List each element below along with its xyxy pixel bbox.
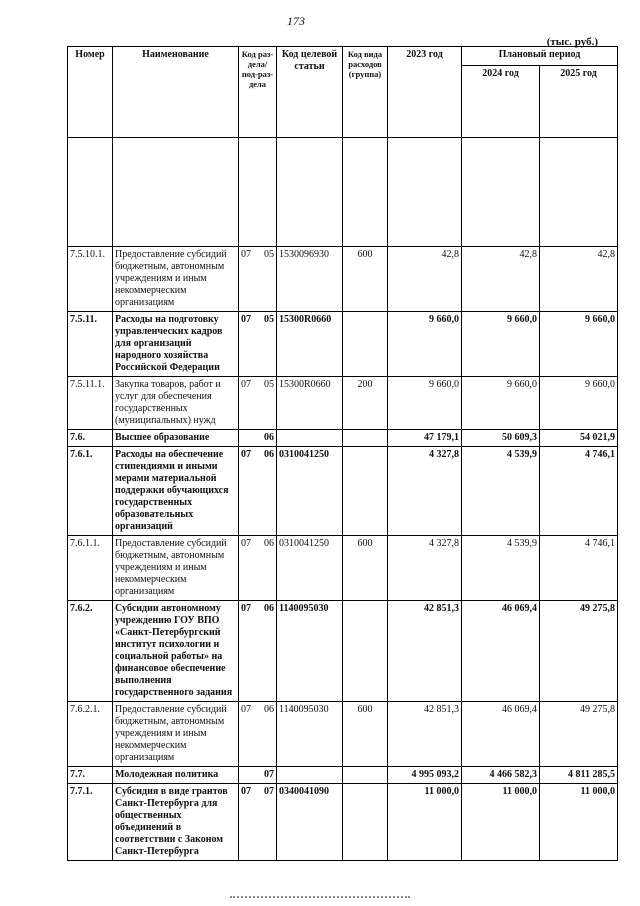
row-section-code xyxy=(239,430,277,447)
row-number: 7.7. xyxy=(68,767,113,784)
row-subsection: 06 xyxy=(264,538,274,549)
row-target-code: 0310041250 xyxy=(277,447,343,536)
row-amount-2025: 54 021,9 xyxy=(540,430,618,447)
row-section-code xyxy=(239,767,277,784)
row-amount-2024: 9 660,0 xyxy=(462,312,540,377)
row-number: 7.6.1.1. xyxy=(68,536,113,601)
row-section-code xyxy=(239,247,277,312)
row-amount-2025: 4 746,1 xyxy=(540,447,618,536)
row-section: 07 xyxy=(241,449,251,460)
row-expense-code: 200 xyxy=(343,377,388,430)
row-section-code xyxy=(239,536,277,601)
row-amount-2025: 9 660,0 xyxy=(540,312,618,377)
row-section: 07 xyxy=(241,379,251,390)
row-target-code: 0310041250 xyxy=(277,536,343,601)
row-target-code xyxy=(277,767,343,784)
row-section-code xyxy=(239,447,277,536)
row-section-code xyxy=(239,702,277,767)
row-number: 7.7.1. xyxy=(68,784,113,861)
table-body xyxy=(68,138,618,861)
header-year-2023: 2023 год xyxy=(388,47,462,138)
header-name: Наименование xyxy=(113,47,239,138)
row-target-code: 1140095030 xyxy=(277,601,343,702)
row-amount-2023: 42 851,3 xyxy=(388,601,462,702)
row-amount-2025: 9 660,0 xyxy=(540,377,618,430)
row-amount-2023: 47 179,1 xyxy=(388,430,462,447)
row-target-code: 1530096930 xyxy=(277,247,343,312)
row-section: 07 xyxy=(241,538,251,549)
row-subsection: 06 xyxy=(264,449,274,460)
table-row xyxy=(68,702,618,767)
header-gap-row xyxy=(68,138,618,247)
table-row xyxy=(68,377,618,430)
row-subsection: 07 xyxy=(264,769,274,780)
row-amount-2023: 9 660,0 xyxy=(388,312,462,377)
row-amount-2024: 46 069,4 xyxy=(462,702,540,767)
row-expense-code xyxy=(343,447,388,536)
table-row xyxy=(68,447,618,536)
row-number: 7.6.1. xyxy=(68,447,113,536)
table-row xyxy=(68,536,618,601)
row-amount-2024: 42,8 xyxy=(462,247,540,312)
row-amount-2024: 4 539,9 xyxy=(462,536,540,601)
row-expense-code: 600 xyxy=(343,247,388,312)
row-section: 07 xyxy=(241,314,251,325)
table-row xyxy=(68,430,618,447)
row-name: Расходы на подготовку управленческих кадров для организаций народного хозяйства Российской Федерации xyxy=(113,312,239,377)
row-number: 7.6. xyxy=(68,430,113,447)
row-name: Предоставление субсидий бюджетным, автономным учреждениям и иным некоммерческим организациям xyxy=(113,247,239,312)
row-expense-code: 600 xyxy=(343,536,388,601)
header-year-2024: 2024 год xyxy=(462,66,540,138)
header-number: Номер xyxy=(68,47,113,138)
row-name: Предоставление субсидий бюджетным, автономным учреждениям и иным некоммерческим организациям xyxy=(113,536,239,601)
table-row xyxy=(68,767,618,784)
row-name: Субсидия в виде грантов Санкт-Петербурга для общественных объединений в соответствии с Законом Санкт-Петербурга xyxy=(113,784,239,861)
row-amount-2024: 11 000,0 xyxy=(462,784,540,861)
table-row xyxy=(68,601,618,702)
table-row xyxy=(68,312,618,377)
page-number: 173 xyxy=(287,14,305,28)
row-amount-2025: 49 275,8 xyxy=(540,702,618,767)
row-name: Расходы на обеспечение стипендиями и иными мерами материальной поддержки обучающихся государственных образовательных организаций xyxy=(113,447,239,536)
row-section: 07 xyxy=(241,704,251,715)
row-amount-2024: 50 609,3 xyxy=(462,430,540,447)
table-row xyxy=(68,784,618,861)
row-amount-2023: 42,8 xyxy=(388,247,462,312)
row-subsection: 05 xyxy=(264,314,274,325)
row-amount-2023: 11 000,0 xyxy=(388,784,462,861)
row-subsection: 07 xyxy=(264,786,274,797)
row-section: 07 xyxy=(241,603,251,614)
row-expense-code: 600 xyxy=(343,702,388,767)
header-expense-code: Код вида расходов (группа) xyxy=(343,47,388,138)
row-target-code: 15300R0660 xyxy=(277,377,343,430)
row-amount-2024: 46 069,4 xyxy=(462,601,540,702)
row-amount-2023: 9 660,0 xyxy=(388,377,462,430)
row-target-code: 1140095030 xyxy=(277,702,343,767)
row-expense-code xyxy=(343,312,388,377)
row-subsection: 06 xyxy=(264,603,274,614)
row-target-code xyxy=(277,430,343,447)
row-number: 7.6.2. xyxy=(68,601,113,702)
row-name: Субсидии автономному учреждению ГОУ ВПО «Санкт-Петербургский институт психологии и социальной работы» на финансовое обеспечение выполнения государственного задания xyxy=(113,601,239,702)
table-header xyxy=(68,47,618,138)
row-section-code xyxy=(239,784,277,861)
table-row xyxy=(68,247,618,312)
units-note: (тыс. руб.) xyxy=(546,36,598,48)
row-expense-code xyxy=(343,430,388,447)
row-amount-2025: 42,8 xyxy=(540,247,618,312)
row-section-code xyxy=(239,312,277,377)
header-section-code: Код раз-дела/ под-раз-дела xyxy=(239,47,277,138)
row-expense-code xyxy=(343,601,388,702)
row-amount-2025: 49 275,8 xyxy=(540,601,618,702)
header-target-code: Код целевой статьи xyxy=(277,47,343,138)
row-amount-2024: 4 539,9 xyxy=(462,447,540,536)
row-number: 7.5.10.1. xyxy=(68,247,113,312)
header-year-2025: 2025 год xyxy=(540,66,618,138)
row-amount-2025: 11 000,0 xyxy=(540,784,618,861)
row-amount-2024: 4 466 582,3 xyxy=(462,767,540,784)
row-name: Высшее образование xyxy=(113,430,239,447)
row-amount-2023: 4 327,8 xyxy=(388,447,462,536)
row-target-code: 0340041090 xyxy=(277,784,343,861)
row-section-code xyxy=(239,377,277,430)
row-subsection: 05 xyxy=(264,249,274,260)
row-amount-2025: 4 746,1 xyxy=(540,536,618,601)
row-target-code: 15300R0660 xyxy=(277,312,343,377)
header-planned-period: Плановый период xyxy=(462,47,618,66)
row-name: Закупка товаров, работ и услуг для обеспечения государственных (муниципальных) нужд xyxy=(113,377,239,430)
row-number: 7.5.11.1. xyxy=(68,377,113,430)
budget-table xyxy=(67,46,618,861)
row-section: 07 xyxy=(241,786,251,797)
row-expense-code xyxy=(343,767,388,784)
row-amount-2025: 4 811 285,5 xyxy=(540,767,618,784)
row-amount-2024: 9 660,0 xyxy=(462,377,540,430)
row-amount-2023: 4 327,8 xyxy=(388,536,462,601)
row-section-code xyxy=(239,601,277,702)
row-section: 07 xyxy=(241,249,251,260)
row-number: 7.5.11. xyxy=(68,312,113,377)
row-number: 7.6.2.1. xyxy=(68,702,113,767)
row-amount-2023: 4 995 093,2 xyxy=(388,767,462,784)
row-amount-2023: 42 851,3 xyxy=(388,702,462,767)
row-name: Предоставление субсидий бюджетным, автономным учреждениям и иным некоммерческим организациям xyxy=(113,702,239,767)
row-expense-code xyxy=(343,784,388,861)
row-subsection: 05 xyxy=(264,379,274,390)
row-name: Молодежная политика xyxy=(113,767,239,784)
row-subsection: 06 xyxy=(264,432,274,443)
row-subsection: 06 xyxy=(264,704,274,715)
